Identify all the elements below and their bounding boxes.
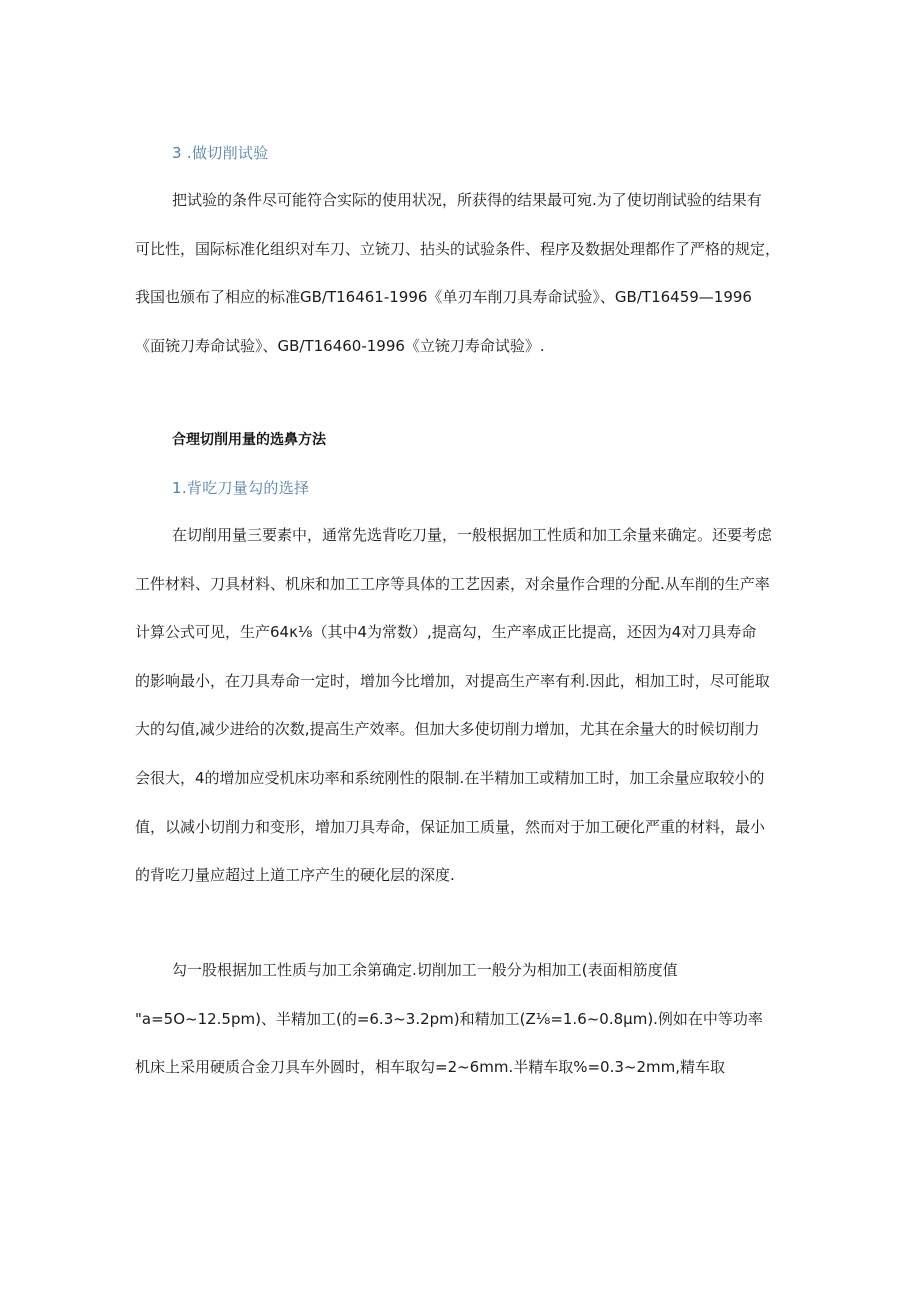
paragraph-line: 机床上采用硬质合金刀具车外圆时，相车取勾=2~6mm.半精车取%=0.3~2mm,精车取 — [135, 1058, 725, 1077]
paragraph-line: 的影响最小，在刀具寿命一定时，增加今比增加，对提高生产率有利.因此，相加工时，尽可能取 — [135, 671, 770, 690]
method-paragraph-2 — [135, 946, 790, 1092]
paragraph-line: 会很大，4的增加应受机床功率和系统刚性的限制.在半精加工或精加工时，加工余量应取较小的 — [135, 768, 765, 787]
method-heading: 合理切削用量的选鼻方法 — [172, 432, 326, 448]
method-paragraph-1 — [135, 511, 790, 900]
method-subheading: 1.背吃刀量勾的选择 — [172, 479, 310, 497]
paragraph-line: 勾一股根据加工性质与加工余第确定.切削加工一般分为相加工(表面相筋度值 — [172, 961, 678, 979]
section-3-paragraph — [135, 176, 790, 370]
paragraph-line: 大的勾值,减少进给的次数,提高生产效率。但加大多使切削力增加，尤其在余量大的时候切削力 — [135, 720, 760, 739]
paragraph-line: 计算公式可见，生产64κ⅛（其中4为常数）,提高勾，生产率成正比提高，还因为4对刀具寿命 — [135, 623, 757, 642]
paragraph-line: "a=5O~12.5pm)、半精加工(的=6.3~3.2pm)和精加工(Z⅛=1.6~0.8μm).例如在中等功率 — [135, 1009, 763, 1028]
paragraph-line: 我国也颁布了相应的标准GB/T16461-1996《单刃车削刀具寿命试验》、GB/T16459—1996 — [135, 288, 752, 307]
paragraph-line: 工件材料、刀具材料、机床和加工工序等具体的工艺因素，对余量作合理的分配.从车削的生产率 — [135, 574, 770, 593]
paragraph-line: 把试验的条件尽可能符合实际的使用状况，所获得的结果最可宛.为了使切削试验的结果有 — [172, 191, 762, 209]
paragraph-line: 的背吃刀量应超过上道工序产生的硬化层的深度. — [135, 866, 455, 885]
paragraph-line: 《面铳刀寿命试验》、GB/T16460-1996《立铳刀寿命试验》. — [135, 336, 545, 355]
paragraph-line: 可比性，国际标准化组织对车刀、立铳刀、拈头的试验条件、程序及数据处理都作了严格的规定， — [135, 239, 781, 258]
paragraph-line: 在切削用量三要素中，通常先选背吃刀量，一般根据加工性质和加工余量来确定。还要考虑 — [172, 526, 773, 544]
section-3-heading: 3 .做切削试验 — [172, 144, 269, 162]
paragraph-line: 值，以减小切削力和变形，增加刀具寿命，保证加工质量，然而对于加工硬化严重的材料，最小 — [135, 817, 766, 836]
